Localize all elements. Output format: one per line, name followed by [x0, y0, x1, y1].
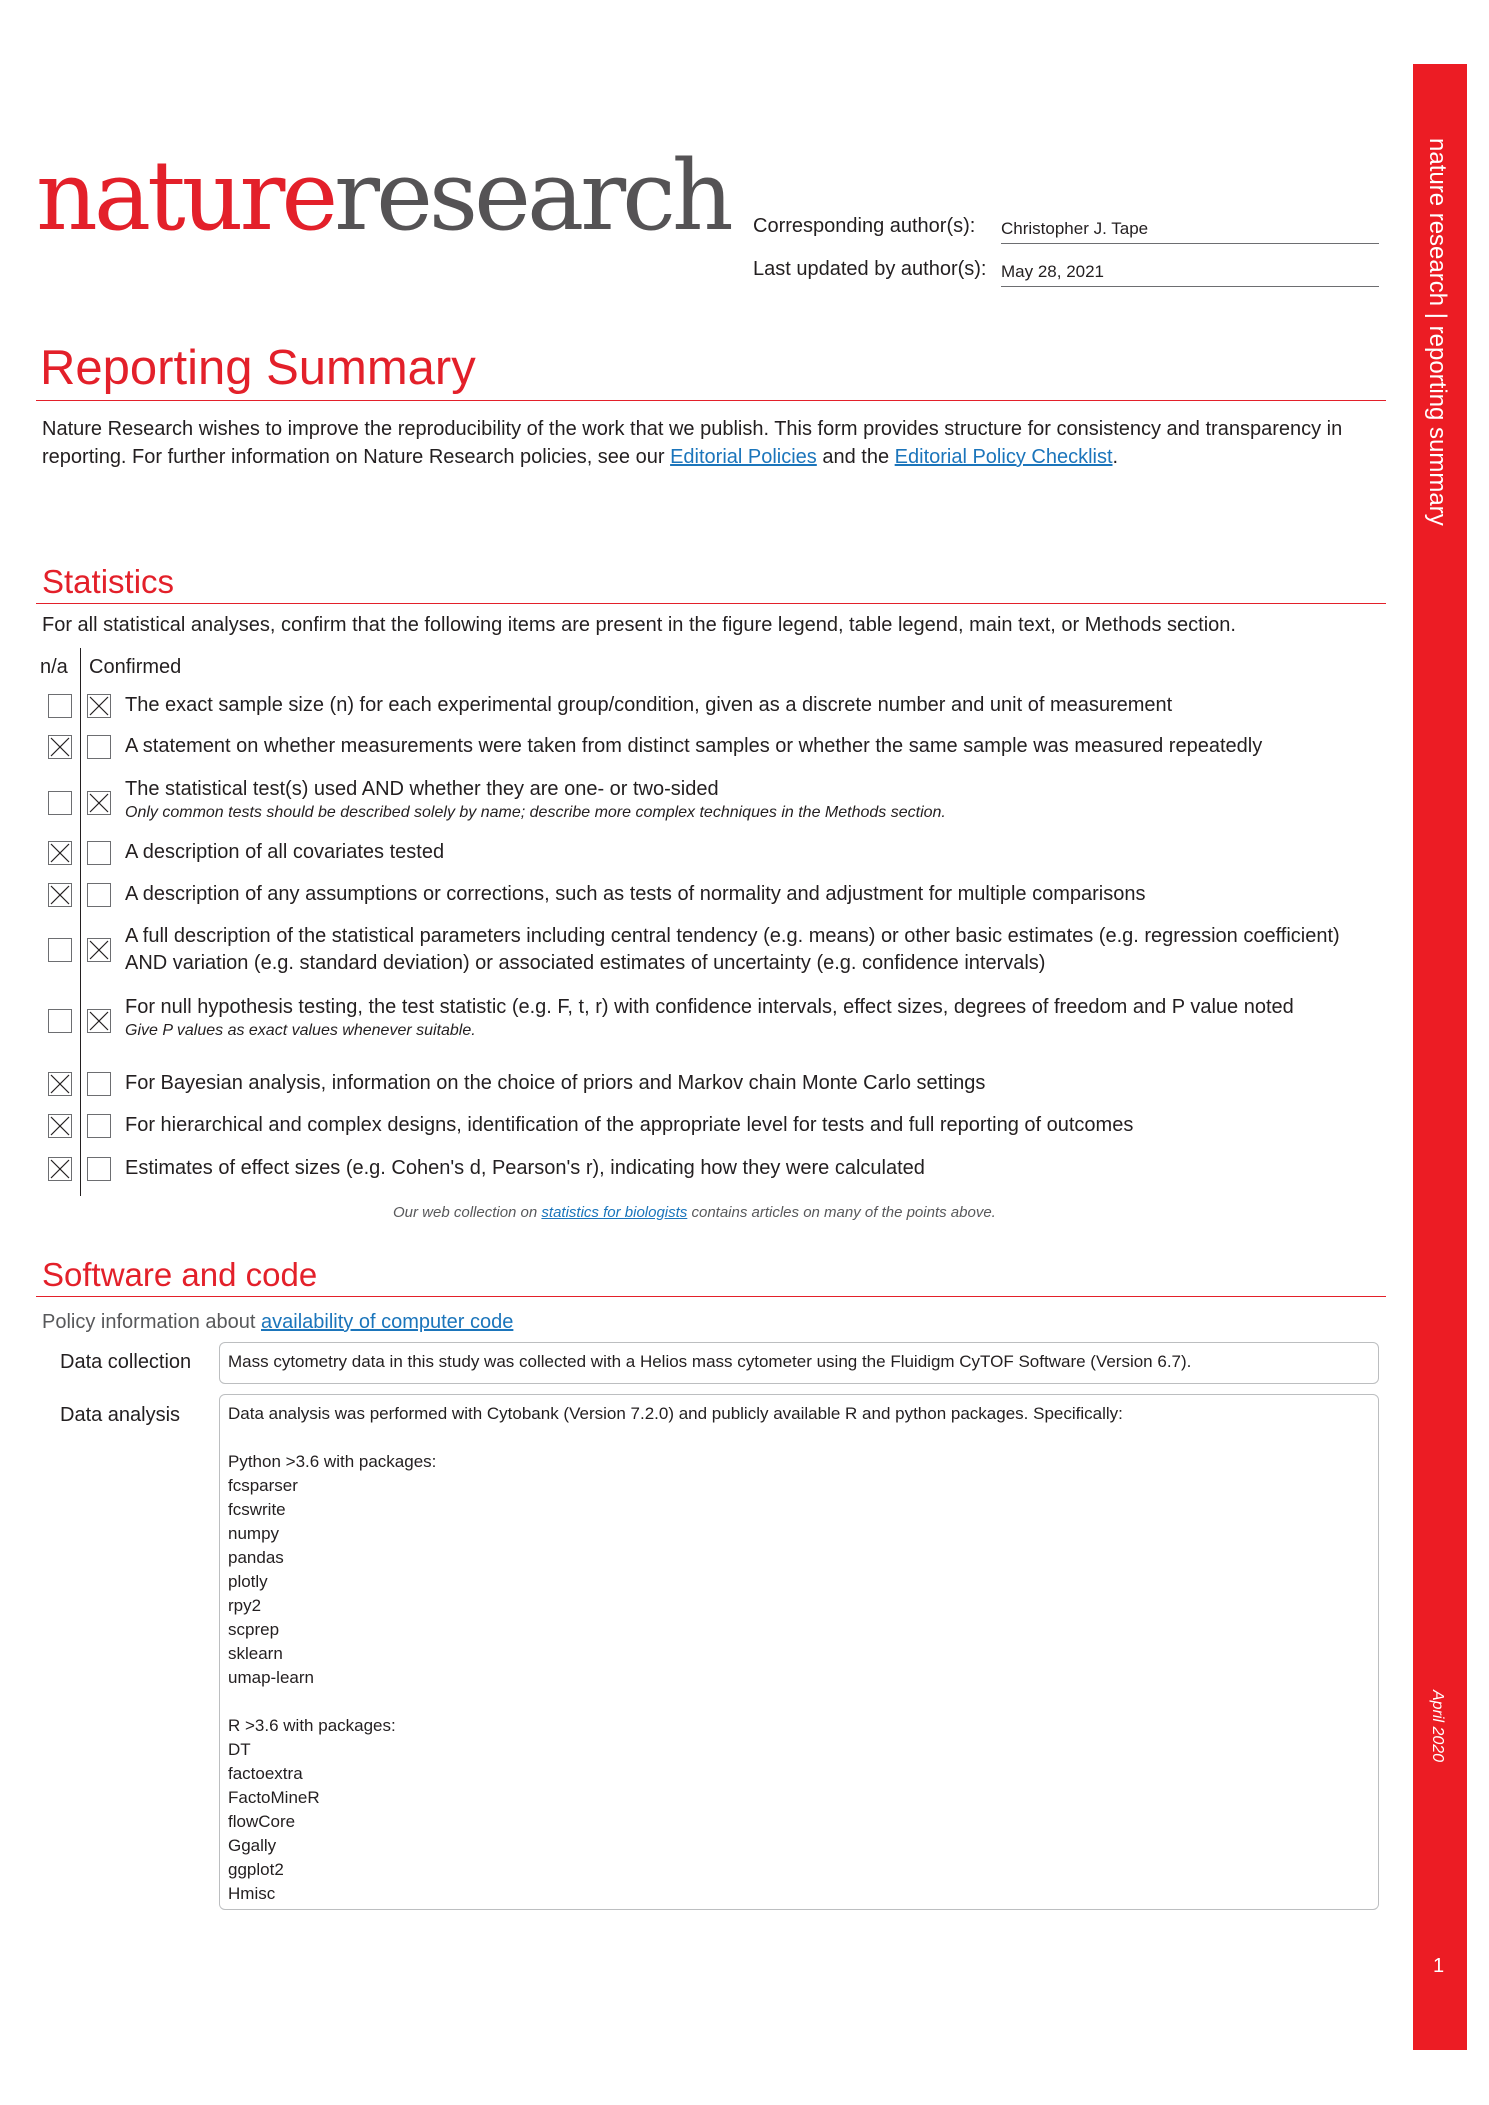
confirmed-checkbox[interactable]: [87, 735, 111, 759]
na-checkbox[interactable]: [48, 1114, 72, 1138]
package-item: Hmisc: [228, 1884, 276, 1903]
na-checkbox[interactable]: [48, 938, 72, 962]
intro-text: Nature Research wishes to improve the reproducibility of the work that we publish. This form provides structure for consistency and transparency in reporting. For further information on Nature Research policies, see our: [42, 418, 1343, 468]
checklist-item-subtext: Give P values as exact values whenever suitable.: [125, 1022, 476, 1039]
page-title: Reporting Summary: [40, 341, 476, 395]
na-checkbox[interactable]: [48, 1009, 72, 1033]
sidebar-title: nature research | reporting summary: [1424, 138, 1451, 526]
confirmed-checkbox[interactable]: [87, 694, 111, 718]
checklist-item-text: A full description of the statistical parameters including central tendency (e.g. means) or other basic estimates (e.g. regression coefficient): [125, 925, 1340, 947]
confirmed-checkbox[interactable]: [87, 1009, 111, 1033]
column-confirmed-label: Confirmed: [89, 656, 182, 678]
na-checkbox[interactable]: [48, 791, 72, 815]
data-collection-field[interactable]: [219, 1342, 1379, 1384]
package-item: plotly: [228, 1572, 268, 1591]
policy-text: Policy information about: [42, 1311, 262, 1333]
software-rule: [36, 1296, 1386, 1297]
package-item: umap-learn: [228, 1668, 314, 1687]
checklist-item-text: A statement on whether measurements were taken from distinct samples or whether the same sample was measured repeatedly: [125, 735, 1263, 757]
confirmed-checkbox[interactable]: [87, 1157, 111, 1181]
software-policy: [42, 1308, 513, 1336]
page-number: 1: [1433, 1955, 1445, 1977]
statistics-for-biologists-link[interactable]: statistics for biologists: [541, 1204, 688, 1221]
sidebar-date: April 2020: [1429, 1690, 1446, 1763]
statistics-rule: [36, 603, 1386, 604]
statistics-note: [393, 1204, 996, 1221]
package-item: numpy: [228, 1524, 280, 1543]
checklist-item-text: A description of all covariates tested: [125, 841, 445, 863]
package-item: scprep: [228, 1620, 280, 1639]
note-text: Our web collection on: [393, 1204, 542, 1221]
package-item: pandas: [228, 1548, 284, 1567]
spacer: [228, 1690, 1370, 1714]
column-divider: [80, 648, 81, 1196]
package-item: ggplot2: [228, 1860, 284, 1879]
logo-word-nature: nature: [36, 140, 335, 252]
na-checkbox[interactable]: [48, 735, 72, 759]
confirmed-checkbox[interactable]: [87, 841, 111, 865]
data-analysis-field[interactable]: [219, 1394, 1379, 1910]
software-heading: Software and code: [42, 1256, 318, 1293]
na-checkbox[interactable]: [48, 694, 72, 718]
package-item: sklearn: [228, 1644, 283, 1663]
package-item: flowCore: [228, 1812, 296, 1831]
checklist-item-text: The exact sample size (n) for each experimental group/condition, given as a discrete number and unit of measurement: [125, 694, 1173, 716]
na-checkbox[interactable]: [48, 883, 72, 907]
checklist-item-text: A description of any assumptions or corrections, such as tests of normality and adjustment for multiple comparisons: [125, 883, 1146, 905]
statistics-heading: Statistics: [42, 563, 175, 600]
last-updated-label: Last updated by author(s):: [753, 258, 987, 280]
data-analysis-label: Data analysis: [60, 1404, 181, 1426]
package-item: fcswrite: [228, 1500, 286, 1519]
confirmed-checkbox[interactable]: [87, 1072, 111, 1096]
note-text-end: contains articles on many of the points above.: [687, 1204, 996, 1221]
package-item: fcsparser: [228, 1476, 298, 1495]
intro-text-mid: and the: [816, 446, 895, 468]
package-item: DT: [228, 1740, 251, 1759]
package-item: rpy2: [228, 1596, 262, 1615]
confirmed-checkbox[interactable]: [87, 791, 111, 815]
editorial-policies-link[interactable]: Editorial Policies: [670, 446, 817, 468]
data-collection-label: Data collection: [60, 1351, 192, 1373]
data-collection-text: Mass cytometry data in this study was collected with a Helios mass cytometer using the Fluidigm CyTOF Software (Version 6.7).: [228, 1352, 1192, 1371]
checklist-item-text: The statistical test(s) used AND whether they are one- or two-sided: [125, 778, 719, 800]
confirmed-checkbox[interactable]: [87, 1114, 111, 1138]
logo-word-research: research: [334, 140, 730, 252]
nature-research-logo: [36, 140, 730, 252]
corresponding-author-label: Corresponding author(s):: [753, 215, 976, 237]
column-na-label: n/a: [40, 656, 68, 678]
na-checkbox[interactable]: [48, 1072, 72, 1096]
package-item: FactoMineR: [228, 1788, 320, 1807]
package-item: factoextra: [228, 1764, 303, 1783]
checklist-item-subtext: Only common tests should be described solely by name; describe more complex techniques in the Methods section.: [125, 804, 946, 821]
availability-of-code-link[interactable]: availability of computer code: [261, 1311, 514, 1333]
python-package-list: [228, 1474, 1370, 1690]
last-updated-field[interactable]: May 28, 2021: [1001, 262, 1379, 287]
intro-text-end: .: [1112, 446, 1119, 468]
spacer: [228, 1426, 1370, 1450]
confirmed-checkbox[interactable]: [87, 883, 111, 907]
intro-paragraph: [42, 415, 1382, 471]
checklist-item-text: For null hypothesis testing, the test statistic (e.g. F, t, r) with confidence intervals, effect sizes, degrees of freedom and P value noted: [125, 996, 1294, 1018]
python-header: Python >3.6 with packages:: [228, 1452, 437, 1471]
editorial-policy-checklist-link[interactable]: Editorial Policy Checklist: [894, 446, 1113, 468]
corresponding-author-field[interactable]: Christopher J. Tape: [1001, 219, 1379, 244]
package-item: Ggally: [228, 1836, 277, 1855]
na-checkbox[interactable]: [48, 841, 72, 865]
checklist-item-text: For Bayesian analysis, information on the choice of priors and Markov chain Monte Carlo settings: [125, 1072, 986, 1094]
data-analysis-intro: Data analysis was performed with Cytobank (Version 7.2.0) and publicly available R and python packages. Specifically:: [228, 1404, 1123, 1423]
checklist-item-text: Estimates of effect sizes (e.g. Cohen's d, Pearson's r), indicating how they were calculated: [125, 1157, 925, 1179]
statistics-intro: For all statistical analyses, confirm that the following items are present in the figure legend, table legend, main text, or Methods section.: [42, 614, 1236, 636]
checklist-item-text-cont: AND variation (e.g. standard deviation) or associated estimates of uncertainty (e.g. confidence intervals): [125, 952, 1046, 974]
confirmed-checkbox[interactable]: [87, 938, 111, 962]
r-header: R >3.6 with packages:: [228, 1716, 396, 1735]
title-rule: [36, 400, 1386, 401]
r-package-list: [228, 1738, 1370, 1906]
checklist-item-text: For hierarchical and complex designs, identification of the appropriate level for tests and full reporting of outcomes: [125, 1114, 1134, 1136]
na-checkbox[interactable]: [48, 1157, 72, 1181]
